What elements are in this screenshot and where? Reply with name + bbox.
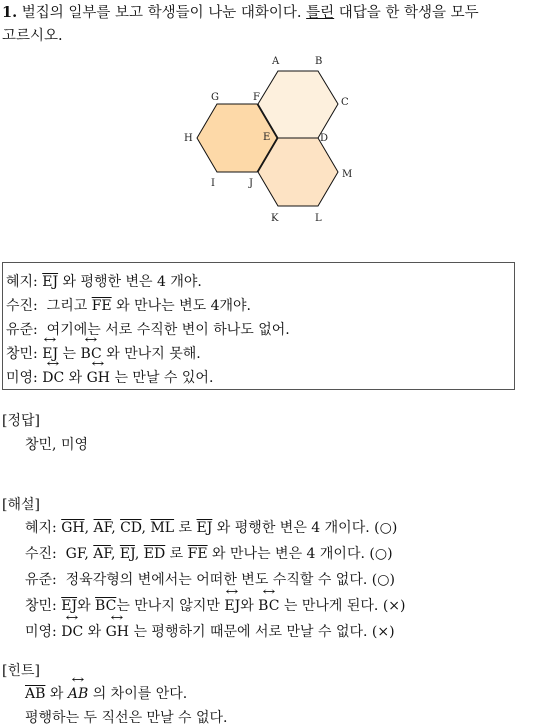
question-text-a: 벌집의 일부를 보고 학생들이 나눈 대화이다. xyxy=(21,5,302,21)
segment-ej: $\overline{EJ}$ xyxy=(119,546,135,562)
text-part: 와 xyxy=(45,686,68,702)
text-part: , xyxy=(134,546,144,562)
text-part: , xyxy=(111,520,121,536)
segment-ej: $\overline{EJ}$ xyxy=(61,598,78,614)
speaker-name: 창민: xyxy=(25,598,62,614)
vertex-label-j: J xyxy=(249,178,254,189)
line-gh: ↔ GH xyxy=(87,370,110,386)
text-part: 와 만나는 변은 4 개이다. ( xyxy=(207,546,375,562)
segment-gh: $\overline{GH}$ xyxy=(61,520,85,536)
text-part: , xyxy=(141,520,151,536)
explanation-line xyxy=(25,569,395,589)
text-part: ) xyxy=(387,546,393,562)
segment-fe: $\overline{FE}$ xyxy=(187,546,208,562)
text-part: 와 xyxy=(64,370,87,386)
vertex-label-a: A xyxy=(272,56,280,67)
text-part: 로 xyxy=(174,520,197,536)
speaker-name: 수진: xyxy=(6,298,43,314)
question-line-1 xyxy=(2,1,479,22)
vertex-label-l: L xyxy=(315,213,322,224)
speaker-name: 수진: xyxy=(25,546,62,562)
correct-mark: ○ xyxy=(374,546,388,562)
line-bc: ↔ BC xyxy=(258,598,279,614)
dialogue-line xyxy=(6,367,213,387)
line-dc: ↔ DC xyxy=(61,624,83,640)
text-part: 는 만나게 된다. (×) xyxy=(279,598,406,614)
hint-header: [힌트] xyxy=(2,663,40,679)
explanation-header: [해설] xyxy=(2,497,40,513)
segment-ml: $\overline{ML}$ xyxy=(150,520,175,536)
text-part: 의 차이를 안다. xyxy=(88,686,188,702)
text-part: 와 xyxy=(83,624,106,640)
segment-ab: $\overline{AB}$ xyxy=(25,686,46,702)
vertex-label-g: G xyxy=(211,92,219,103)
vertex-label-e: E xyxy=(263,132,271,143)
dialogue-line xyxy=(6,295,251,315)
text-part: ) xyxy=(389,572,395,588)
answer-text: 창민, 미영 xyxy=(25,437,88,453)
question-line-2: 고르시오. xyxy=(2,28,63,44)
text-part: 와 xyxy=(240,598,259,614)
text-part: 와 평행한 변은 4 개야. xyxy=(58,274,202,290)
speaker-name: 창민: xyxy=(6,346,43,362)
text-part: 는 xyxy=(58,346,81,362)
text-part: 로 xyxy=(165,546,188,562)
segment-ed: $\overline{ED}$ xyxy=(143,546,166,562)
text-part: , xyxy=(110,546,120,562)
speaker-name: 미영: xyxy=(25,624,62,640)
segment-fe: $\overline{FE}$ xyxy=(91,298,112,314)
text-part: 는 만날 수 있어. xyxy=(110,370,214,386)
segment-af: $\overline{AF}$ xyxy=(93,520,112,536)
speaker-name: 혜지: xyxy=(6,274,43,290)
text-part: 와 xyxy=(77,598,96,614)
text-part: 와 평행한 변은 4 개이다. ( xyxy=(212,520,380,536)
text-part: 와 만나지 못해. xyxy=(101,346,201,362)
vertex-label-c: C xyxy=(341,97,349,108)
speaker-name: 유준: xyxy=(6,322,43,338)
segment-cd: $\overline{CD}$ xyxy=(120,520,142,536)
dialogue-line xyxy=(6,271,202,291)
text-part: , xyxy=(84,520,94,536)
line-ej: ↔ EJ xyxy=(224,598,240,614)
explanation-line xyxy=(25,595,406,615)
line-bc: ↔ BC xyxy=(81,346,102,362)
question-number: 1. xyxy=(2,4,18,21)
text-part: 여기에는 서로 수직한 변이 하나도 없어. xyxy=(42,322,290,338)
vertex-label-m: M xyxy=(342,169,353,180)
answer-header: [정답] xyxy=(2,413,40,429)
vertex-label-h: H xyxy=(184,133,193,144)
segment-bc: $\overline{BC}$ xyxy=(95,598,117,614)
line-ab: ↔ AB xyxy=(68,686,88,702)
question-text-b: 대답을 한 학생을 모두 xyxy=(338,5,479,21)
speaker-name: 미영: xyxy=(6,370,43,386)
text-part: GF, xyxy=(61,546,94,562)
explanation-line xyxy=(25,543,393,563)
correct-mark: ○ xyxy=(379,520,392,536)
line-gh: ↔ GH xyxy=(106,624,129,640)
vertex-label-k: K xyxy=(271,213,279,224)
explanation-line xyxy=(25,517,397,537)
text-part: 와 만나는 변도 4개야. xyxy=(111,298,251,314)
line-ej: ↔ EJ xyxy=(42,346,58,362)
speaker-name: 혜지: xyxy=(25,520,62,536)
correct-mark: ○ xyxy=(377,572,390,588)
speaker-name: 유준: xyxy=(25,572,62,588)
hint-line-1 xyxy=(25,683,187,703)
segment-ej: $\overline{EJ}$ xyxy=(196,520,213,536)
vertex-label-i: I xyxy=(211,178,215,189)
text-part: 는 만나지 않지만 xyxy=(116,598,225,614)
vertex-label-f: F xyxy=(253,92,260,103)
vertex-label-d: D xyxy=(320,133,329,144)
segment-ej: $\overline{EJ}$ xyxy=(42,274,59,290)
text-part: 정육각형의 변에서는 어떠한 변도 수직할 수 없다. ( xyxy=(61,572,378,588)
honeycomb-figure xyxy=(0,48,534,280)
text-part: 는 평행하기 때문에 서로 만날 수 없다. (×) xyxy=(129,624,395,640)
question-emphasis: 틀린 xyxy=(306,5,335,21)
explanation-line xyxy=(25,621,395,641)
text-part: ) xyxy=(391,520,398,536)
segment-af: $\overline{AF}$ xyxy=(93,546,111,562)
vertex-label-b: B xyxy=(315,56,323,67)
hint-line-2: 평행하는 두 직선은 만날 수 없다. xyxy=(25,710,228,726)
line-dc: ↔ DC xyxy=(42,370,64,386)
text-part: 그리고 xyxy=(42,298,92,314)
